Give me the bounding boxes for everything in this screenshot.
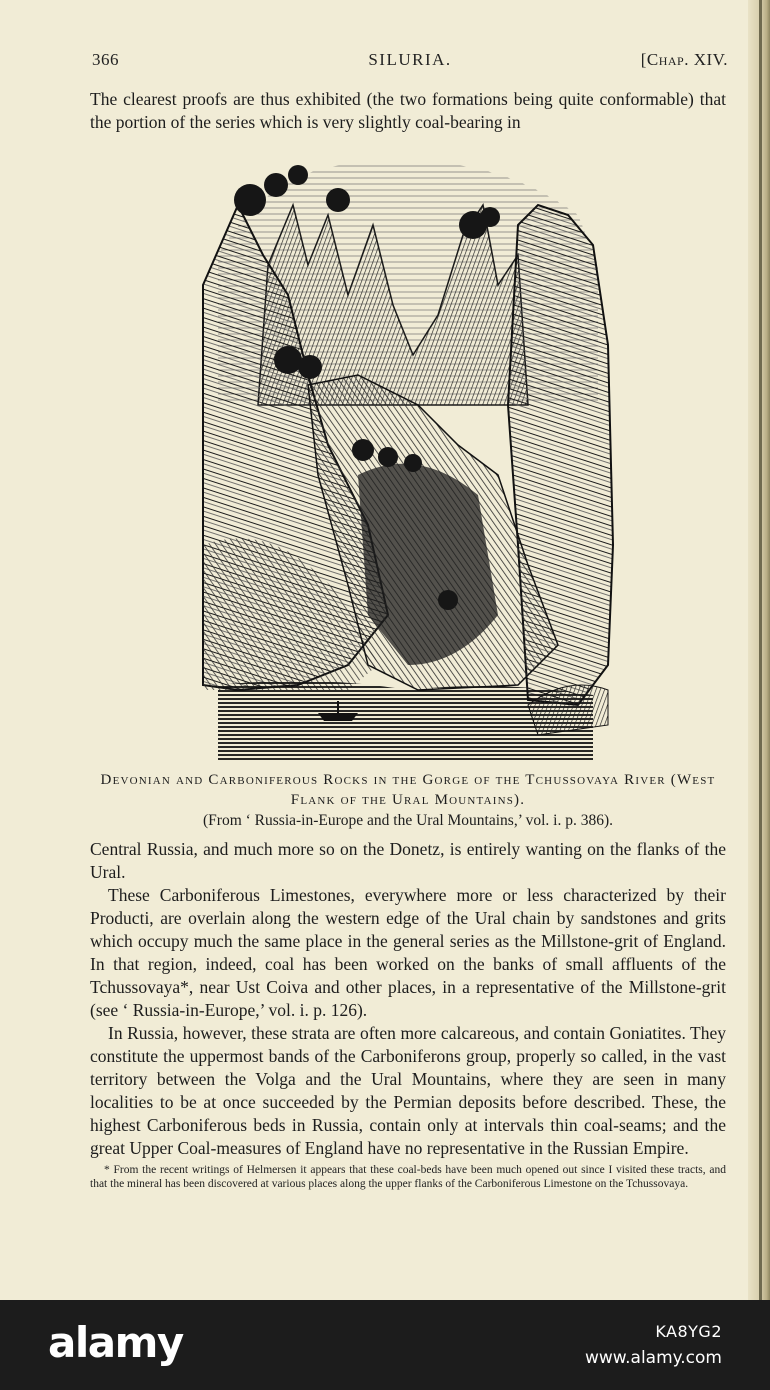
page-number: 366 <box>92 50 119 69</box>
footnote: * From the recent writings of Helmersen it appears that these coal-beds have been much opened out since I visited these tracts, and that the mineral has been discovered at various places along the upper flanks of the Carboniferous Limestone on the Tchussovaya. <box>90 1164 726 1190</box>
paragraph-carboniferous-limestones: These Carboniferous Limestones, everywhere more or less characterized by their Producti, are overlain along the western edge of the Ural chain by sandstones and grits which occupy much the same place in the general series as the Millstone-grit of England. In that region, indeed, coal has been worked on the banks of small affluents of the Tchussovaya*, near Ust Coiva and other places, in a representative of the Millstone-grit (see ‘ Russia-in-Europe,’ vol. i. p. 126). <box>90 885 726 1020</box>
running-head <box>92 50 728 74</box>
page-spine-edge <box>748 0 770 1300</box>
chapter-label: [Chap. XIV. <box>640 50 728 69</box>
figure-caption: Devonian and Carboniferous Rocks in the Gorge of the Tchussovaya River (West Flank of the Ural Mountains). <box>100 772 716 808</box>
paragraph-russia-strata: In Russia, however, these strata are often more calcareous, and contain Goniatites. They constitute the uppermost bands of the Carboniferons group, properly so called, in the vast territory between the Volga and the Ural Mountains, where they are seen in many localities to be at once succeeded by the Permian deposits before described. These, the highest Carboniferous beds in Russia, contain only at intervals thin coal-seams; and the great Upper Coal-measures of England have no representative in the Russian Empire. <box>90 1023 726 1158</box>
gorge-engraving-illustration <box>198 145 616 765</box>
top-paragraph: The clearest proofs are thus exhibited (the two formations being quite conformable) that the portion of the series which is very slightly coal-bearing in <box>90 89 726 132</box>
image-id: KA8YG2 <box>655 1322 722 1341</box>
alamy-logo: alamy <box>48 1318 183 1367</box>
boat <box>318 713 358 721</box>
paragraph-central-russia: Central Russia, and much more so on the Donetz, is entirely wanting on the flanks of the Ural. <box>90 839 726 882</box>
body-text <box>90 838 726 1160</box>
running-title: SILURIA. <box>368 50 452 69</box>
figure-source: (From ‘ Russia-in-Europe and the Ural Mountains,’ vol. i. p. 386). <box>203 812 613 829</box>
site-url: www.alamy.com <box>584 1348 722 1368</box>
